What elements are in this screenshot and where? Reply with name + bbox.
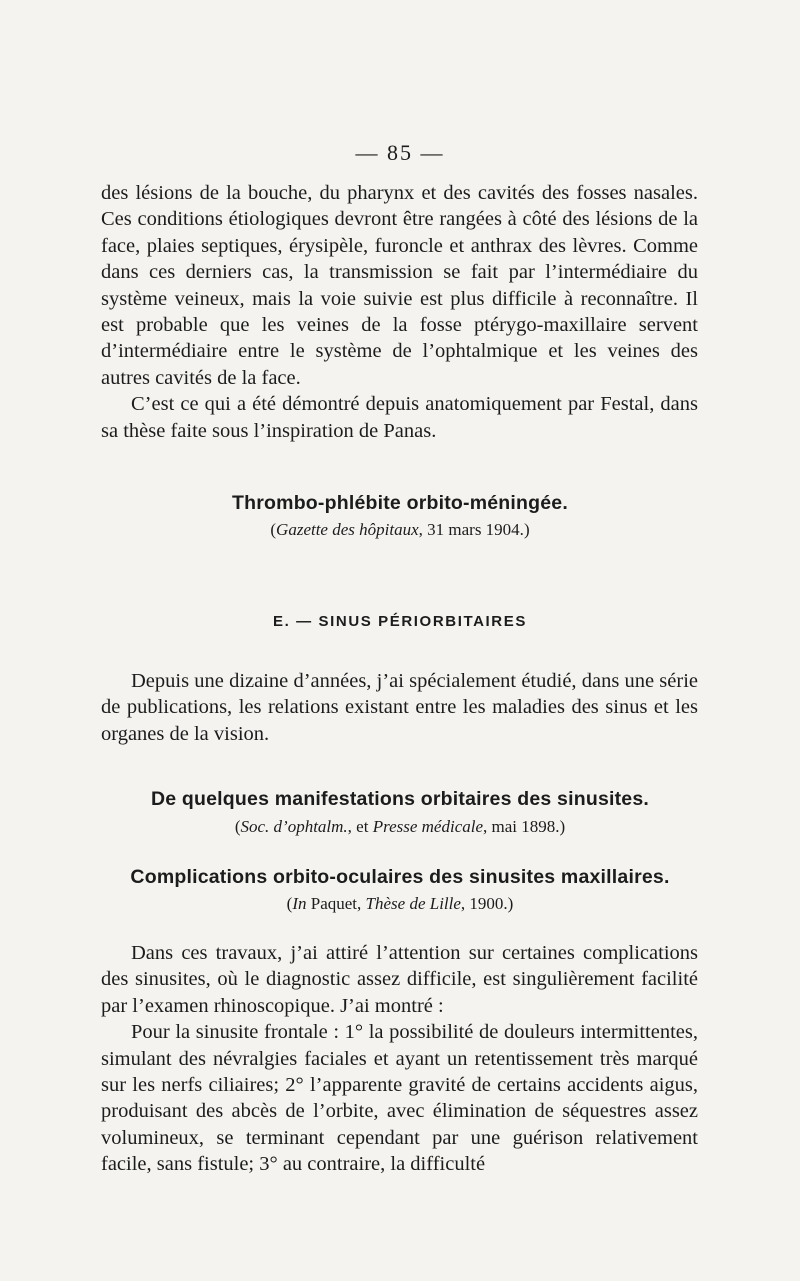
paragraph-festal: C’est ce qui a été démontré depuis anatomiquement par Festal, dans sa thèse faite sous l’inspiration de Panas. xyxy=(101,393,698,442)
citation-date: , 1900. xyxy=(460,894,508,913)
paragraph-etiology: des lésions de la bouche, du pharynx et des cavités des fosses nasales. Ces conditions étiologiques devront être rangées à côté des lésions de la face, plaies septiques, érysipèle, furoncle et anthrax des lèvres. Comme dans ces derniers cas, la transmission se fait par l’intermédiaire du système veineux, mais la voie suivie est plus difficile à reconnaître. Il est probable que les veines de la fosse ptérygo-maxillaire servent d’intermédiaire entre le système de l’ophtalmique et les veines des autres cavités de la face. xyxy=(101,182,698,389)
citation-thesis: Thèse de Lille xyxy=(365,894,461,913)
citation-date: , 31 mars 1904. xyxy=(418,520,524,539)
citation-in: In xyxy=(292,894,307,913)
citation-journal: Presse médicale xyxy=(372,817,484,836)
citation-date: , mai 1898. xyxy=(483,817,560,836)
publication-citation-2: (Soc. d’ophtalm., et Presse médicale, mai 1898.) xyxy=(234,817,566,836)
body-text-sinus-intro xyxy=(101,668,698,747)
paragraph-works: Dans ces travaux, j’ai attiré l’attention sur certaines complications des sinusites, où le diagnostic assez difficile, est singulièrement facilité par l’examen rhinoscopique. J’ai montré : xyxy=(101,942,698,1017)
section-heading: E. — SINUS PÉRIORBITAIRES xyxy=(273,613,527,630)
citation-connector: , et xyxy=(347,817,373,836)
publication-title-manifestations: De quelques manifestations orbitaires des sinusites. xyxy=(150,788,650,810)
body-text-bottom xyxy=(101,940,698,1178)
publication-title-thrombo-phlebite: Thrombo-phlébite orbito-méningée. xyxy=(232,492,568,514)
publication-citation-3: (In Paquet, Thèse de Lille, 1900.) xyxy=(286,894,514,913)
citation-society: Soc. d’ophtalm. xyxy=(240,817,348,836)
citation-author: Paquet, xyxy=(306,894,366,913)
citation-journal: Gazette des hôpitaux xyxy=(276,520,419,539)
page-number: — 85 — xyxy=(355,140,445,165)
publication-citation-1: (Gazette des hôpitaux, 31 mars 1904.) xyxy=(270,520,530,539)
paragraph-frontal-sinusitis: Pour la sinusite frontale : 1° la possibilité de douleurs intermittentes, simulant des névralgies faciales et ayant un retentissement très marqué sur les nerfs ciliaires; 2° l’apparente gravité de certains accidents aigus, produisant des abcès de l’orbite, avec élimination de séquestres assez volumineux, se terminant cependant par une guérison relativement facile, sans fistule; 3° au contraire, la difficulté xyxy=(101,1021,698,1176)
body-text-top xyxy=(101,180,698,444)
publication-title-complications: Complications orbito-oculaires des sinusites maxillaires. xyxy=(130,866,670,888)
paragraph-sinus-intro: Depuis une dizaine d’années, j’ai spécialement étudié, dans une série de publications, les relations existant entre les maladies des sinus et les organes de la vision. xyxy=(101,670,698,745)
